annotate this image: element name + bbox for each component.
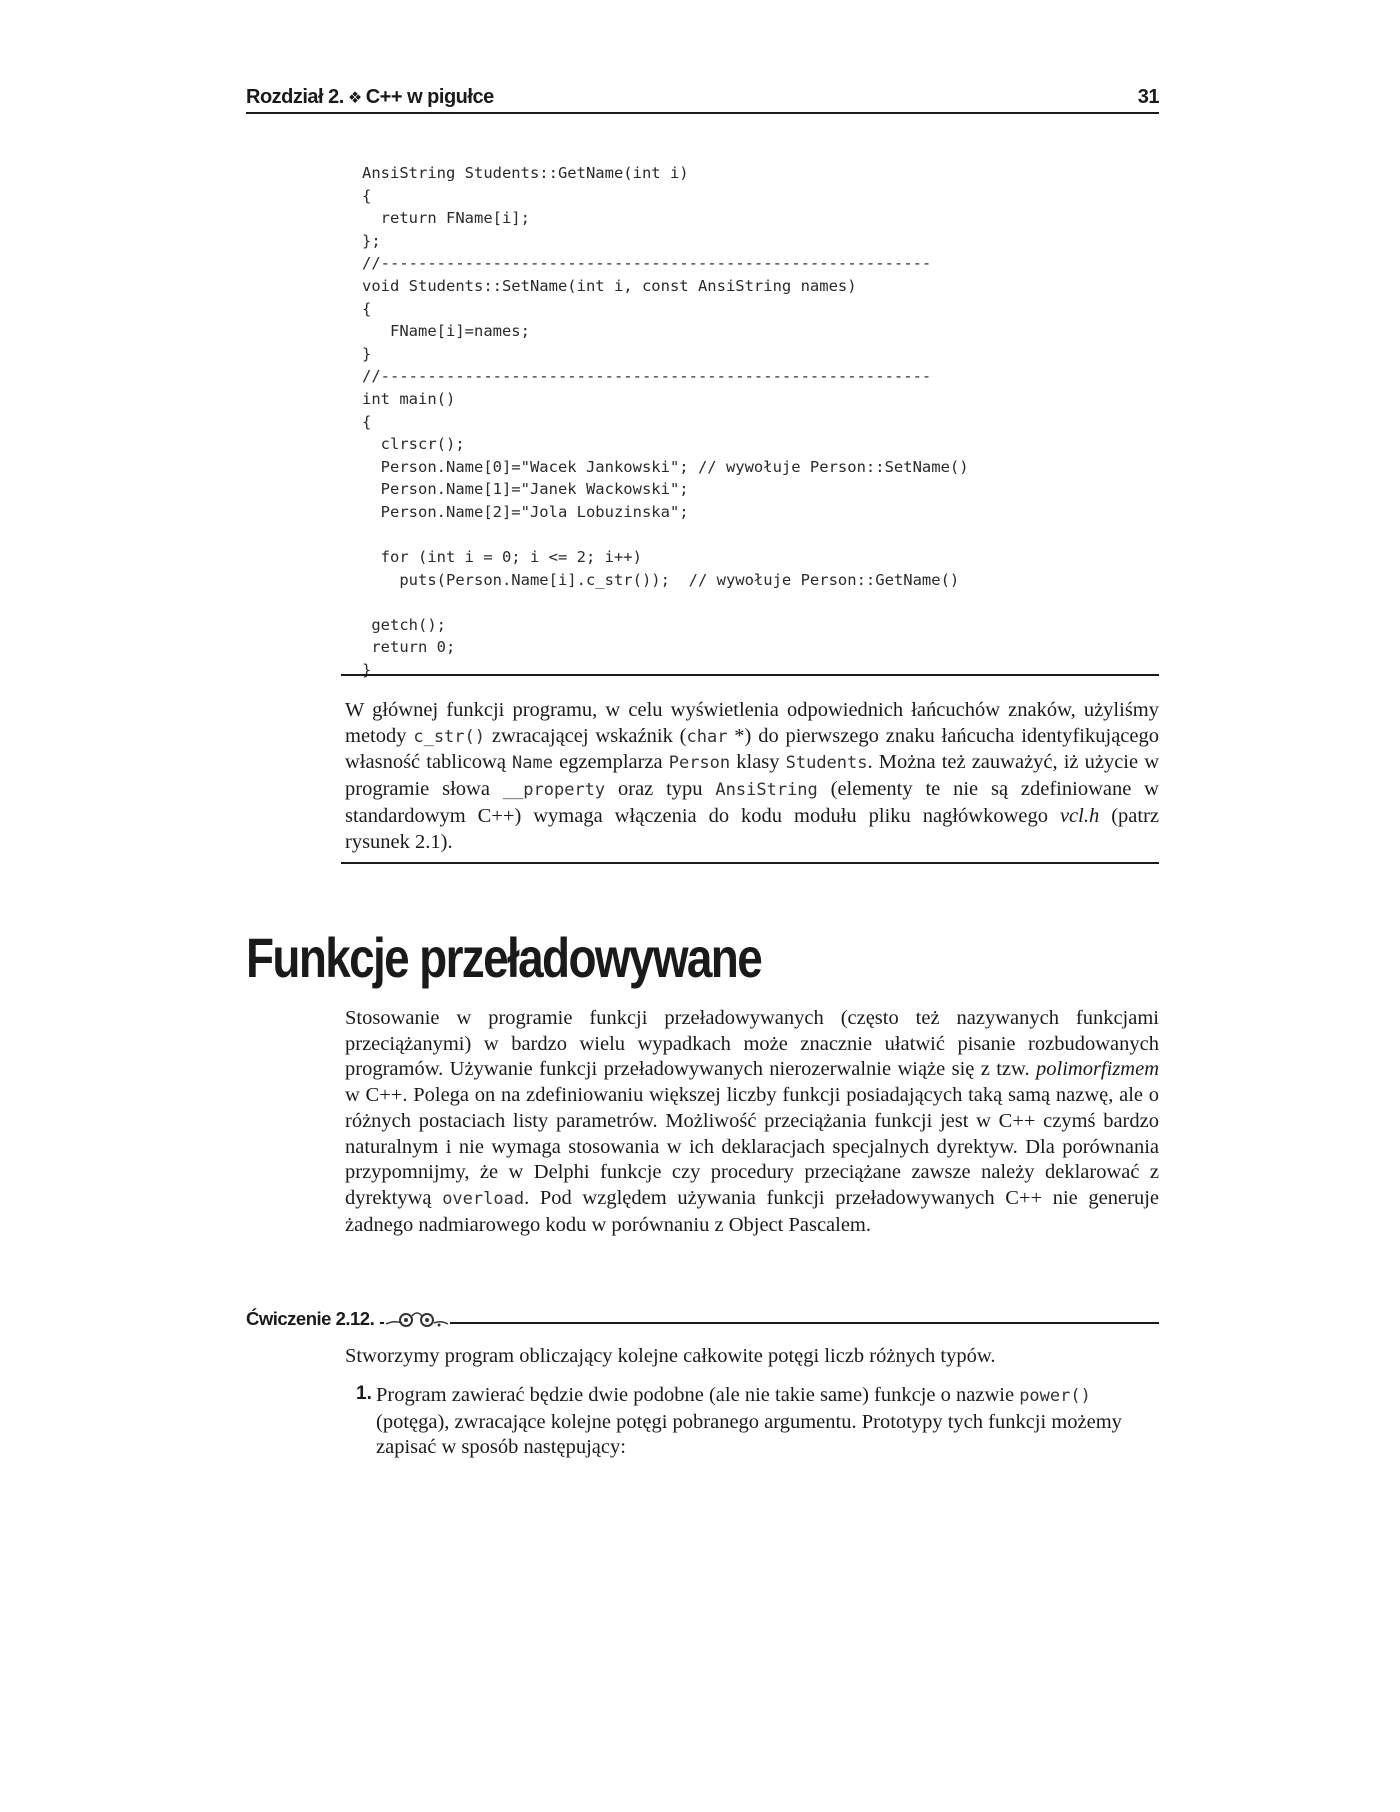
divider-bottom — [341, 862, 1159, 864]
text-run: egzemplarza — [552, 751, 669, 774]
code-term: __property — [502, 780, 606, 801]
code-line: for (int i = 0; i <= 2; i++) — [362, 548, 642, 567]
code-line: }; — [362, 231, 381, 250]
text-run: Stosowanie w programie funkcji przeładowywanych (często też nazywanych funkcjami przeciążanymi) w bardzo wielu wypadkach może znacznie ułatwić pisanie rozbudowanych programów. Używanie funkcji przeładowywanych nierozerwalnie wiąże się z tzw. — [345, 1007, 1159, 1081]
code-line: int main() — [362, 389, 456, 408]
exercise-label: Ćwiczenie 2.12. — [246, 1308, 380, 1330]
paragraph-overloading — [345, 1006, 1159, 1238]
ornament-icon — [384, 1306, 450, 1332]
text-run: *) do pierwszego znaku łańcucha identyfikującego własność tablicową — [345, 724, 1159, 774]
code-line: //----------------------------------------------------------- — [362, 254, 932, 273]
code-term: overload — [442, 1188, 525, 1209]
text-run: (elementy te nie są zdefiniowane w standardowym C++) wymaga włączenia do kodu modułu pliku nagłówkowego — [345, 778, 1159, 827]
diamond-separator-icon: ❖ — [347, 90, 362, 107]
code-listing — [362, 162, 969, 682]
section-title: Funkcje przeładowywane — [246, 926, 762, 989]
code-term: Person — [668, 753, 731, 774]
exercise-intro: Stworzymy program obliczający kolejne całkowite potęgi liczb różnych typów. — [345, 1345, 996, 1367]
code-line: clrscr(); — [362, 435, 465, 454]
running-header — [246, 86, 1159, 114]
code-line: return FName[i]; — [362, 209, 530, 228]
code-line: FName[i]=names; — [362, 322, 530, 341]
text-run: klasy — [730, 751, 786, 774]
text-run: . Pod względem używania funkcji przeładowywanych C++ nie generuje żadnego nadmiarowego kodu w porównaniu z Object Pascalem. — [345, 1186, 1159, 1236]
code-term: Students — [785, 753, 868, 774]
text-run: (potęga), zwracające kolejne potęgi pobranego argumentu. Prototypy tych funkcji możemy zapisać w sposób następujący: — [376, 1410, 1122, 1459]
code-term: Name — [512, 753, 553, 774]
code-line: Person.Name[1]="Janek Wackowski"; — [362, 480, 689, 499]
page-number: 31 — [1137, 86, 1159, 108]
exercise-rule — [376, 1322, 1159, 1324]
chapter-label: Rozdział 2. — [246, 86, 344, 108]
code-term: char — [686, 726, 728, 747]
code-line: { — [362, 299, 372, 318]
code-line: getch(); — [362, 615, 446, 634]
code-line: void Students::SetName(int i, const AnsiString names) — [362, 276, 857, 295]
paragraph-explanation — [345, 698, 1159, 855]
list-item-text — [376, 1383, 1156, 1461]
text-run: (patrz rysunek 2.1). — [345, 804, 1159, 853]
code-line: AnsiString Students::GetName(int i) — [362, 164, 689, 182]
italic-term: vcl.h — [1059, 804, 1100, 827]
code-line: return 0; — [362, 638, 456, 657]
running-header-title — [246, 86, 494, 109]
text-run: W głównej funkcji programu, w celu wyświetlenia odpowiednich łańcuchów znaków, użyliśmy metody — [345, 699, 1159, 747]
text-run: zwracającej wskaźnik ( — [485, 724, 687, 747]
code-term: AnsiString — [715, 780, 818, 801]
code-line: { — [362, 412, 372, 431]
code-line: { — [362, 186, 372, 205]
code-line: Person.Name[0]="Wacek Jankowski"; // wywołuje Person::SetName() — [362, 457, 969, 476]
text-run: Program zawierać będzie dwie podobne (ale nie takie same) funkcje o nazwie — [376, 1384, 1020, 1406]
text-run: . Można też zauważyć, iż użycie w programie słowa — [345, 751, 1159, 801]
code-line: puts(Person.Name[i].c_str()); // wywołuje Person::GetName() — [362, 570, 960, 589]
code-line: Person.Name[2]="Jola Lobuzinska"; — [362, 502, 689, 521]
divider-top — [341, 674, 1159, 676]
text-run: w C++. Polega on na zdefiniowaniu większej liczby funkcji posiadających taką samą nazwę, ale o różnych postaciach listy parametrów. Możliwość przeciążania funkcji jest w C++ czymś bardzo naturalnym i nie wymaga stosowania w ich deklaracjach specjalnych dyrektyw. Dla porównania przypomnijmy, że w Delphi funkcje czy procedury przeciążane zawsze należy deklarować z dyrektywą — [345, 1084, 1159, 1209]
section-label: C++ w pigułce — [365, 86, 494, 108]
code-line: //----------------------------------------------------------- — [362, 367, 932, 386]
text-run: oraz typu — [605, 778, 716, 801]
code-line: } — [362, 344, 372, 363]
code-term: power() — [1019, 1386, 1091, 1406]
code-line: } — [362, 661, 372, 680]
list-number: 1. — [356, 1383, 372, 1404]
italic-term: polimorfizmem — [1036, 1058, 1159, 1081]
code-term: c_str() — [413, 726, 485, 747]
exercise-heading — [246, 1306, 1159, 1334]
